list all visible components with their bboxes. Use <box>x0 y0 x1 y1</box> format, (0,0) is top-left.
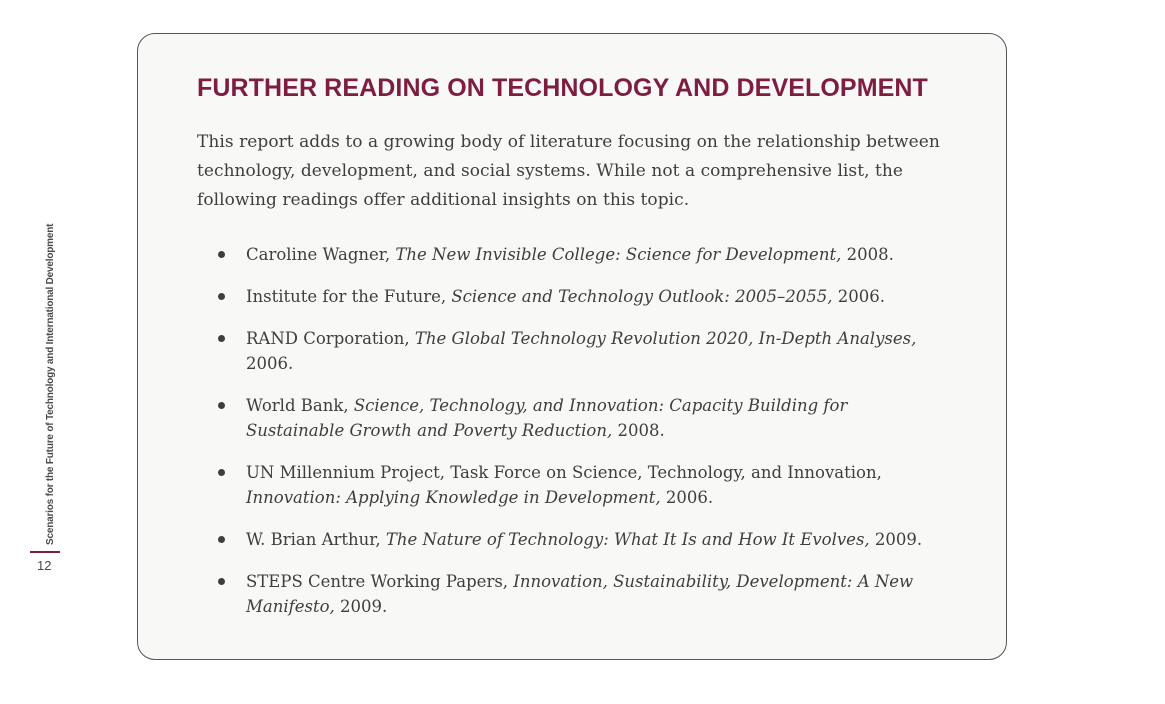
page-number: 12 <box>37 558 52 573</box>
reading-title: The New Invisible College: Science for Development, <box>395 245 842 264</box>
page-number-rule <box>30 551 60 553</box>
intro-paragraph: This report adds to a growing body of literature focusing on the relationship between technology, development, and social systems. While not a comprehensive list, the following readings offer additional insights on this topic. <box>197 132 940 210</box>
reading-year: 2006. <box>660 488 714 507</box>
reading-item <box>197 326 937 376</box>
bullet-icon <box>218 335 225 342</box>
reading-title: Innovation, Sustainability, Development: A New Manifesto, <box>246 572 914 616</box>
reading-year: 2006. <box>246 354 294 373</box>
reading-year: 2008. <box>841 245 894 264</box>
reading-year: 2009. <box>869 530 923 549</box>
reading-author: Institute for the Future, <box>246 287 452 306</box>
reading-item <box>197 460 937 510</box>
reading-title: Science, Technology, and Innovation: Capacity Building for Sustainable Growth and Poverty Reduction, <box>246 396 848 440</box>
bullet-icon <box>218 293 225 300</box>
reading-title: The Global Technology Revolution 2020, In-Depth Analyses, <box>414 329 917 348</box>
reading-item <box>197 527 937 552</box>
reading-year: 2008. <box>612 421 665 440</box>
bullet-icon <box>218 469 225 476</box>
running-title: Scenarios for the Future of Technology and International Development <box>45 223 56 545</box>
reading-title: The Nature of Technology: What It Is and How It Evolves, <box>385 530 870 549</box>
reading-item <box>197 393 937 443</box>
reading-item <box>197 569 937 619</box>
reading-item <box>197 284 937 309</box>
reading-author: World Bank, <box>246 396 354 415</box>
reading-year: 2009. <box>334 597 388 616</box>
reading-author: RAND Corporation, <box>246 329 415 348</box>
panel-heading: FURTHER READING ON TECHNOLOGY AND DEVELOPMENT <box>197 74 928 102</box>
reading-author: W. Brian Arthur, <box>246 530 386 549</box>
reading-year: 2006. <box>832 287 886 306</box>
bullet-icon <box>218 251 225 258</box>
reading-author: Caroline Wagner, <box>246 245 396 264</box>
reading-author: UN Millennium Project, Task Force on Science, Technology, and Innovation, <box>246 463 882 482</box>
bullet-icon <box>218 536 225 543</box>
reading-item <box>197 242 937 267</box>
reading-list <box>197 242 937 636</box>
further-reading-panel <box>137 33 1007 660</box>
reading-title: Innovation: Applying Knowledge in Development, <box>246 488 661 507</box>
reading-title: Science and Technology Outlook: 2005–2055, <box>451 287 833 306</box>
bullet-icon <box>218 578 225 585</box>
bullet-icon <box>218 402 225 409</box>
reading-author: STEPS Centre Working Papers, <box>246 572 514 591</box>
